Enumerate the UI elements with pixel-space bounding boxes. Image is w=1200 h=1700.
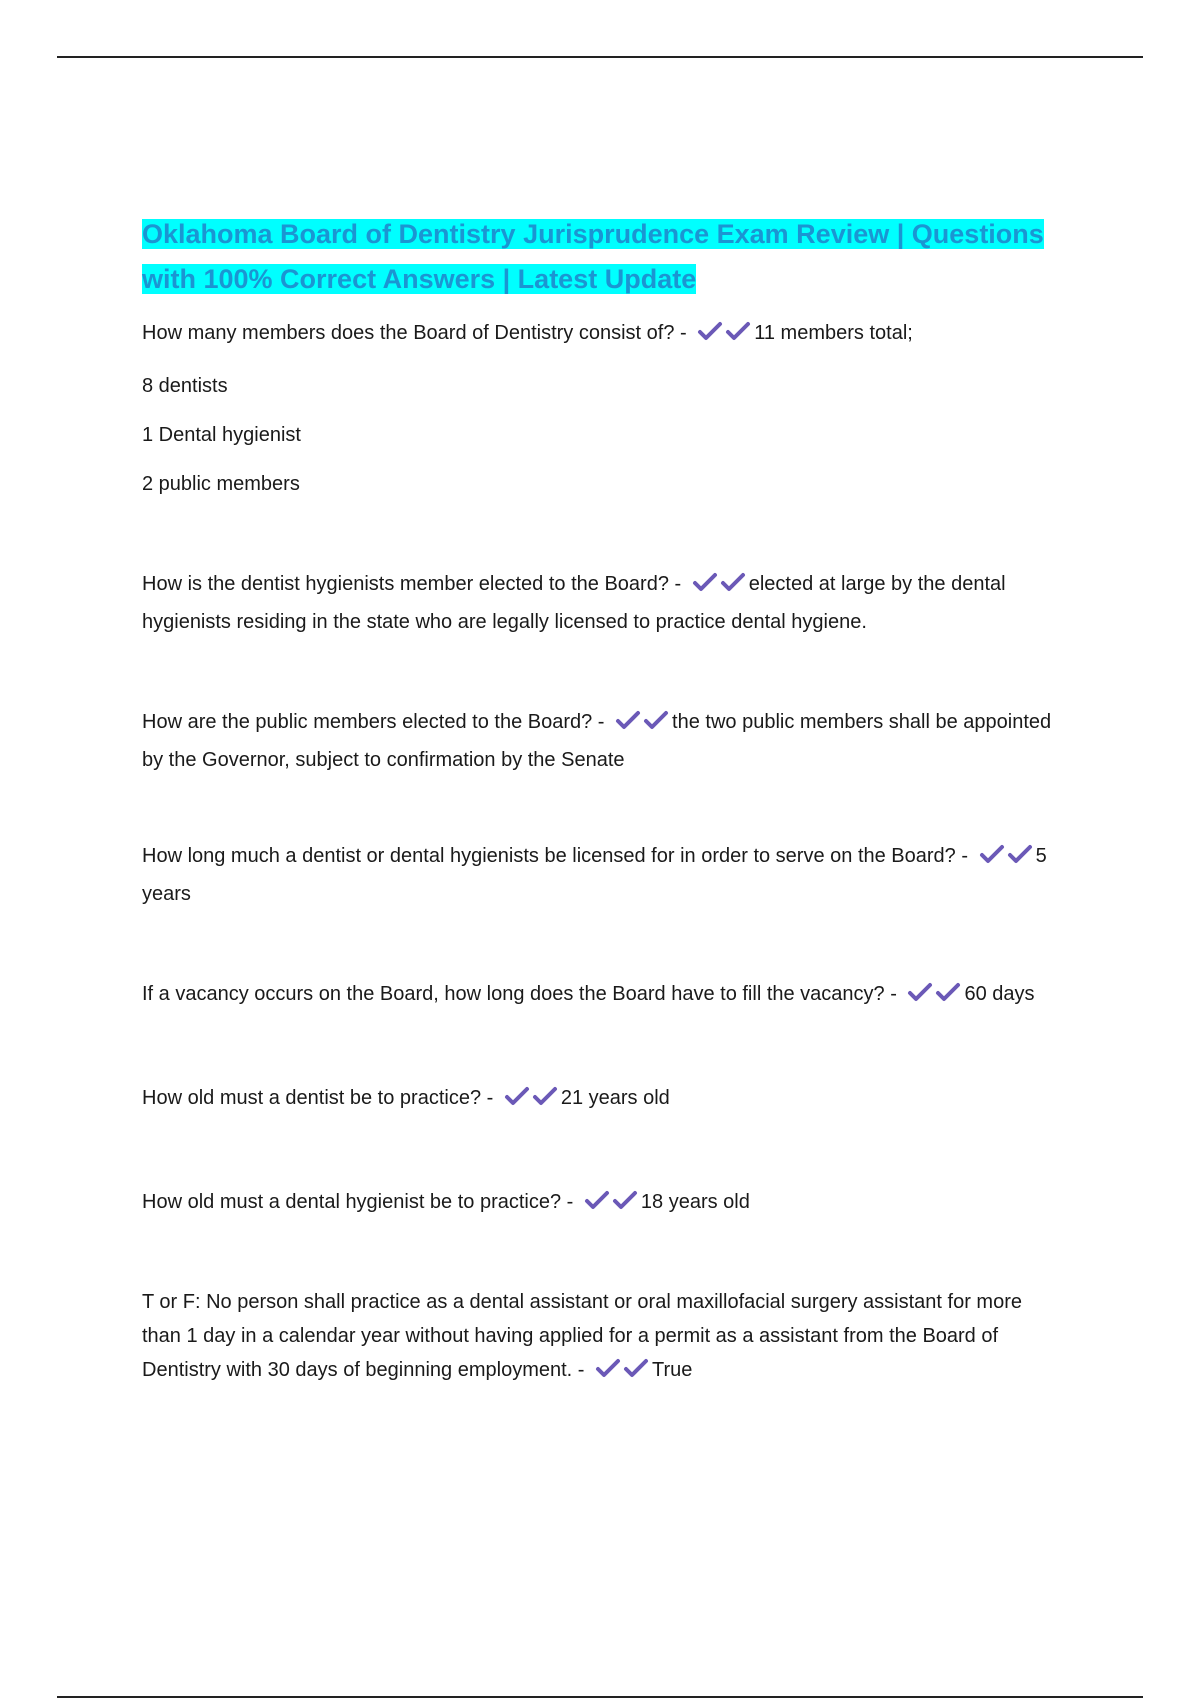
answer-text: True [652, 1359, 693, 1381]
answer-text: 21 years old [560, 1087, 670, 1109]
qa-item [142, 839, 1054, 911]
answer-text: elected at large by the dental hygienists residing in the state who are legally licensed to practice dental hygiene. [142, 573, 1006, 633]
qa-item [142, 567, 1054, 639]
qa-item [142, 1285, 1054, 1391]
qa-item [142, 705, 1054, 777]
qa-item [142, 316, 1054, 501]
answer-line: 2 public members [142, 473, 300, 495]
question-text: How is the dentist hygienists member elected to the Board? - [142, 573, 682, 595]
double-check-icon [594, 1357, 650, 1391]
title-line: Oklahoma Board of Dentistry Jurisprudence Exam Review | Questions [142, 219, 1044, 249]
question-text: How old must a dentist be to practice? - [142, 1087, 494, 1109]
double-check-icon [583, 1189, 639, 1223]
document-body [142, 212, 1054, 1391]
qa-item [142, 977, 1054, 1015]
answer-text: 60 days [964, 983, 1035, 1005]
double-check-icon [614, 709, 670, 743]
qa-text [142, 839, 1054, 911]
double-check-icon [503, 1085, 559, 1119]
document-title [142, 212, 1054, 302]
qa-text [142, 1185, 1054, 1223]
answer-line: 1 Dental hygienist [142, 424, 301, 446]
answer-line: 8 dentists [142, 375, 228, 397]
question-text: How old must a dental hygienist be to practice? - [142, 1191, 574, 1213]
qa-text [142, 567, 1054, 639]
question-text: If a vacancy occurs on the Board, how long does the Board have to fill the vacancy? - [142, 983, 897, 1005]
question-text: How many members does the Board of Dentistry consist of? - [142, 322, 687, 344]
qa-item [142, 1081, 1054, 1119]
footer-rule [57, 1696, 1143, 1698]
double-check-icon [696, 320, 752, 354]
question-text: How are the public members elected to the Board? - [142, 711, 605, 733]
answer-text: 5 years [142, 845, 1047, 905]
qa-text [142, 316, 1054, 354]
header-rule [57, 56, 1143, 58]
question-text: T or F: No person shall practice as a dental assistant or oral maxillofacial surgery assistant for more than 1 day in a calendar year without having applied for a permit as a assistant from the Board of Dentistry with 30 days of beginning employment. - [142, 1291, 1022, 1381]
qa-text [142, 977, 1054, 1015]
answer-text: 18 years old [640, 1191, 750, 1213]
answer-text: the two public members shall be appointed by the Governor, subject to confirmation by the Senate [142, 711, 1052, 771]
qa-text [142, 1285, 1054, 1391]
double-check-icon [906, 981, 962, 1015]
qa-item [142, 1185, 1054, 1223]
qa-text [142, 1081, 1054, 1119]
qa-text [142, 705, 1054, 777]
title-line: with 100% Correct Answers | Latest Update [142, 264, 697, 294]
answer-text: 11 members total; [754, 322, 913, 344]
double-check-icon [691, 571, 747, 605]
double-check-icon [978, 843, 1034, 877]
question-text: How long much a dentist or dental hygienists be licensed for in order to serve on the Board? - [142, 845, 969, 867]
